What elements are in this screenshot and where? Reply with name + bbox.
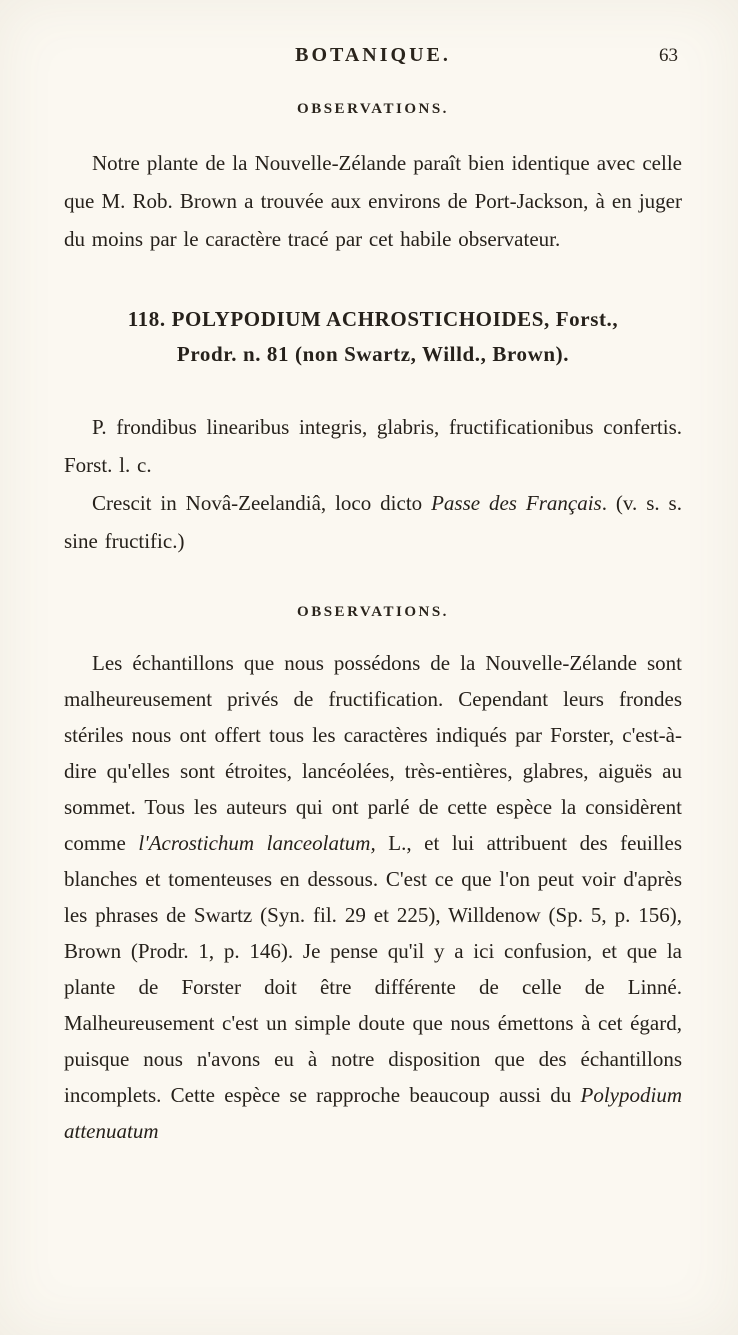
- running-title: BOTANIQUE.: [295, 44, 451, 66]
- species-heading-line-2: Prodr. n. 81 (non Swartz, Willd., Brown).: [176, 342, 570, 366]
- species-heading: [64, 302, 682, 372]
- page-header: [64, 44, 682, 67]
- habitat-paragraph: Crescit in Novâ-Zeelandiâ, loco dicto Passe des Français. (v. s. s. sine fructific.): [64, 491, 682, 553]
- page-number: 63: [659, 45, 678, 66]
- observations-heading-1: OBSERVATIONS.: [297, 101, 449, 117]
- diagnosis-paragraph: P. frondibus linearibus integris, glabris, fructificationibus confertis. Forst. l. c.: [64, 415, 682, 477]
- intro-paragraph: Notre plante de la Nouvelle-Zélande paraît bien identique avec celle que M. Rob. Brown a trouvée aux environs de Port-Jackson, à en juger du moins par le caractère tracé par cet habile observateur.: [64, 151, 682, 251]
- discussion-paragraph: Les échantillons que nous possédons de la Nouvelle-Zélande sont malheureusement privés de fructification. Cependant leurs frondes stériles nous ont offert tous les caractères indiqués par Forster, c'est-à-dire qu'elles sont étroites, lancéolées, très-entières, glabres, aiguës au sommet. Tous les auteurs qui ont parlé de cette espèce la considèrent comme l'Acrostichum lanceolatum, L., et lui attribuent des feuilles blanches et tomenteuses en dessous. C'est ce que l'on peut voir d'après les phrases de Swartz (Syn. fil. 29 et 225), Willdenow (Sp. 5, p. 156), Brown (Prodr. 1, p. 146). Je pense qu'il y a ici confusion, et que la plante de Forster doit être différente de celle de Linné. Malheureusement c'est un simple doute que nous émettons à cet égard, puisque nous n'avons eu à notre disposition que des échantillons incomplets. Cette espèce se rapproche beaucoup aussi du Polypodium attenuatum: [64, 651, 682, 1143]
- observations-heading-2: OBSERVATIONS.: [297, 604, 449, 620]
- species-heading-line-1: 118. POLYPODIUM ACHROSTICHOIDES, Forst.,: [127, 307, 619, 331]
